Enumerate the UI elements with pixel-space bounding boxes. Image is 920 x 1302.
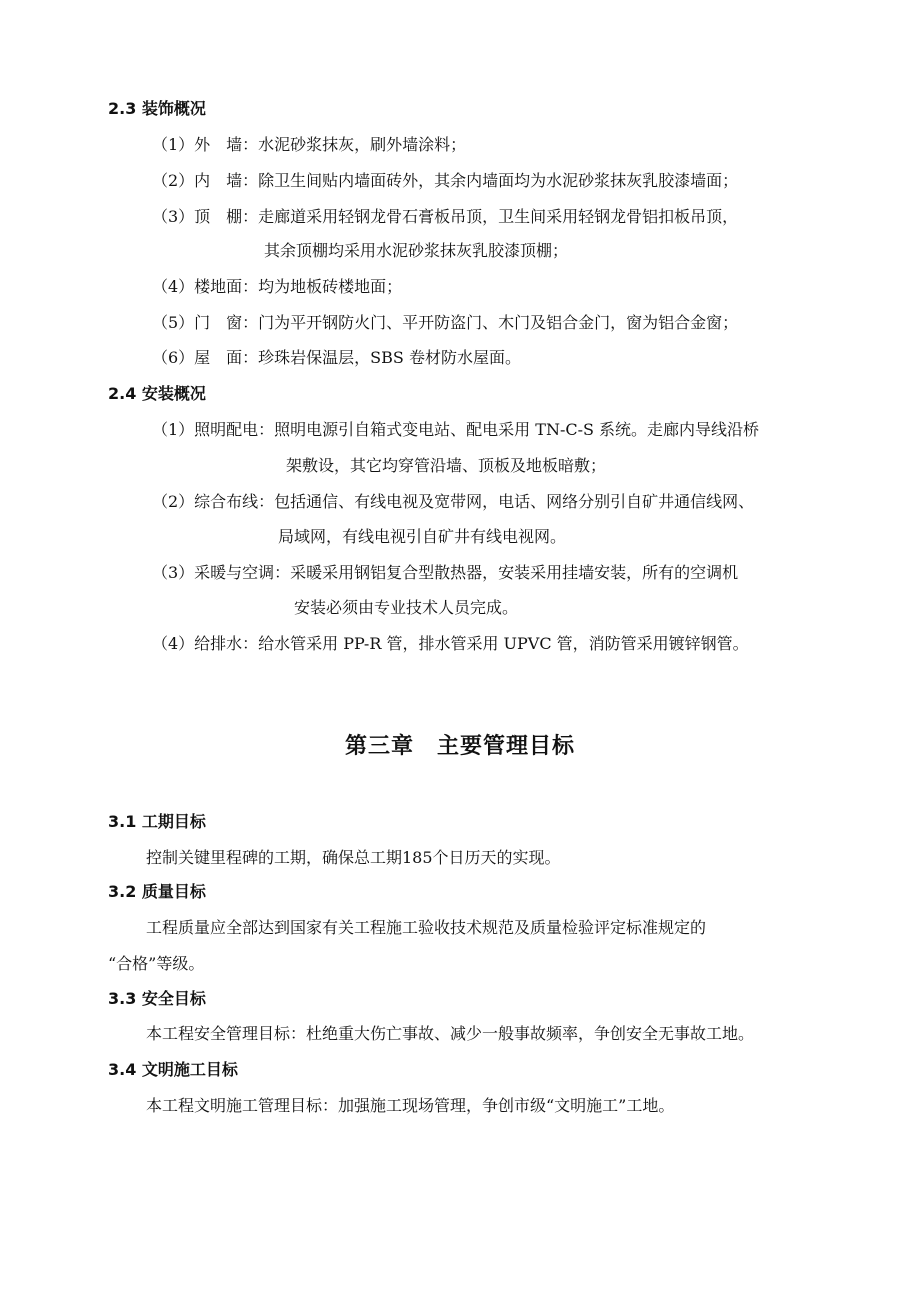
safety-target-text: 本工程安全管理目标：杜绝重大伤亡事故、减少一般事故频率，争创安全无事故工地。 — [146, 1024, 755, 1043]
section-heading-2-3: 2.3 装饰概况 — [108, 99, 206, 118]
section-heading-3-1: 3.1 工期目标 — [108, 812, 206, 831]
decoration-item-floor: （4）楼地面：均为地板砖楼地面； — [152, 277, 403, 296]
quality-target-text: 工程质量应全部达到国家有关工程施工验收技术规范及质量检验评定标准规定的 — [146, 918, 707, 937]
install-item-heating-cont: 安装必须由专业技术人员完成。 — [294, 598, 519, 617]
install-item-cabling: （2）综合布线：包括通信、有线电视及宽带网，电话、网络分别引自矿井通信线网、 — [152, 492, 755, 511]
decoration-item-ceiling-cont: 其余顶棚均采用水泥砂浆抹灰乳胶漆顶棚； — [264, 241, 569, 260]
decoration-item-interior-wall: （2）内 墙：除卫生间贴内墙面砖外，其余内墙面均为水泥砂浆抹灰乳胶漆墙面； — [152, 171, 739, 190]
civilized-construction-target-text: 本工程文明施工管理目标：加强施工现场管理，争创市级“文明施工”工地。 — [146, 1096, 675, 1115]
install-item-plumbing: （4）给排水：给水管采用 PP-R 管，排水管采用 UPVC 管，消防管采用镀锌钢管。 — [152, 634, 749, 653]
section-heading-3-4: 3.4 文明施工目标 — [108, 1060, 238, 1079]
chapter-title: 第三章 主要管理目标 — [344, 734, 575, 759]
section-heading-3-2: 3.2 质量目标 — [108, 882, 206, 901]
quality-target-text-cont: “合格”等级。 — [108, 954, 205, 973]
install-item-lighting: （1）照明配电：照明电源引自箱式变电站、配电采用 TN-C-S 系统。走廊内导线沿桥 — [152, 420, 760, 439]
section-heading-2-4: 2.4 安装概况 — [108, 384, 206, 403]
schedule-target-text: 控制关键里程碑的工期，确保总工期185个日历天的实现。 — [146, 848, 561, 867]
decoration-item-roof: （6）屋 面：珍珠岩保温层，SBS 卷材防水屋面。 — [152, 348, 521, 367]
install-item-lighting-cont: 架敷设，其它均穿管沿墙、顶板及地板暗敷； — [286, 456, 607, 475]
install-item-cabling-cont: 局域网，有线电视引自矿井有线电视网。 — [278, 527, 567, 546]
section-heading-3-3: 3.3 安全目标 — [108, 989, 206, 1008]
install-item-heating: （3）采暖与空调：采暖采用钢铝复合型散热器，安装采用挂墙安装，所有的空调机 — [152, 563, 739, 582]
decoration-item-ceiling: （3）顶 棚：走廊道采用轻钢龙骨石膏板吊顶，卫生间采用轻钢龙骨铝扣板吊顶， — [152, 207, 739, 226]
decoration-item-doors-windows: （5）门 窗：门为平开钢防火门、平开防盗门、木门及铝合金门，窗为铝合金窗； — [152, 313, 739, 332]
decoration-item-exterior-wall: （1）外 墙：水泥砂浆抹灰，刷外墙涂料； — [152, 135, 467, 154]
